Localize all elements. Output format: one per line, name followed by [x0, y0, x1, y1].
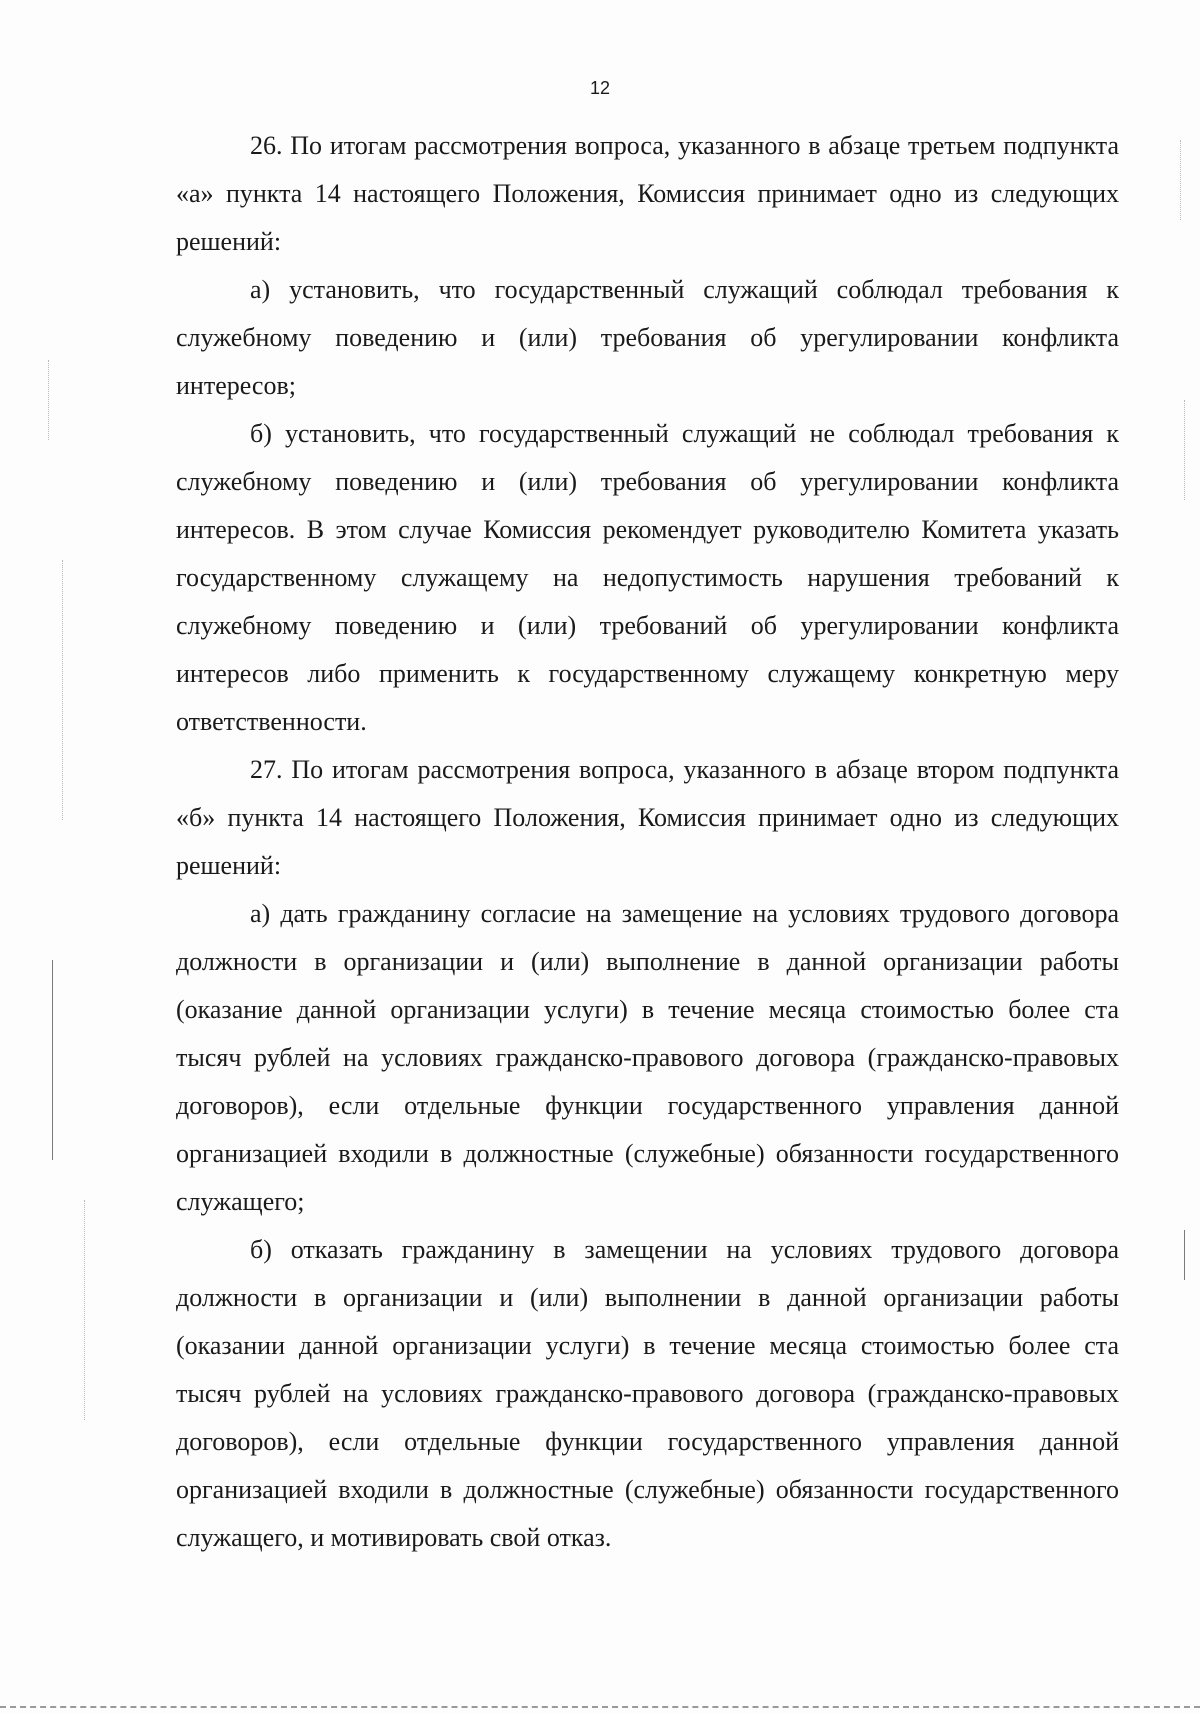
paragraph-27: 27. По итогам рассмотрения вопроса, указанного в абзаце втором подпункта «б» пункта 14 настоящего Положения, Комиссия принимает одно из следующих решений:: [176, 755, 1119, 880]
scan-artifact-left-line: [52, 960, 53, 1160]
paragraph-26-b: б) установить, что государственный служащий не соблюдал требования к служебному поведению и (или) требования об урегулировании конфликта интересов. В этом случае Комиссия рекомендует руководителю Комитета указать государственному служащему на недопустимость нарушения требований к служебному поведению и (или) требований об урегулировании конфликта интересов либо применить к государственному служащему конкретную меру ответственности.: [176, 419, 1119, 736]
paragraph-27-b: б) отказать гражданину в замещении на условиях трудового договора должности в организации и (или) выполнении в данной организации работы (оказании данной организации услуги) в течение месяца стоимостью более ста тысяч рублей на условиях гражданско-правового договора (гражданско-правовых договоров), если отдельные функции государственного управления данной организацией входили в должностные (служебные) обязанности государственного служащего, и мотивировать свой отказ.: [176, 1235, 1119, 1552]
scan-artifact-right: [1180, 140, 1181, 220]
page-number: 12: [589, 78, 611, 98]
scan-artifact-right: [1184, 400, 1185, 500]
paragraph-27-a: а) дать гражданину согласие на замещение на условиях трудового договора должности в организации и (или) выполнение в данной организации работы (оказание данной организации услуги) в течение месяца стоимостью более ста тысяч рублей на условиях гражданско-правового договора (гражданско-правовых договоров), если отдельные функции государственного управления данной организацией входили в должностные (служебные) обязанности государственного служащего;: [176, 899, 1119, 1216]
paragraph-26-a: а) установить, что государственный служащий соблюдал требования к служебному поведению и (или) требования об урегулировании конфликта интересов;: [176, 275, 1119, 400]
paragraph-26: 26. По итогам рассмотрения вопроса, указанного в абзаце третьем подпункта «а» пункта 14 настоящего Положения, Комиссия принимает одно из следующих решений:: [176, 131, 1119, 256]
scan-artifact-bottom: [0, 1706, 1200, 1708]
scan-artifact-left: [48, 360, 49, 440]
scan-artifact-left: [62, 560, 63, 820]
scan-artifact-left: [84, 1200, 85, 1420]
document-body: [176, 122, 1119, 1562]
scan-artifact-right-line: [1184, 1230, 1185, 1280]
